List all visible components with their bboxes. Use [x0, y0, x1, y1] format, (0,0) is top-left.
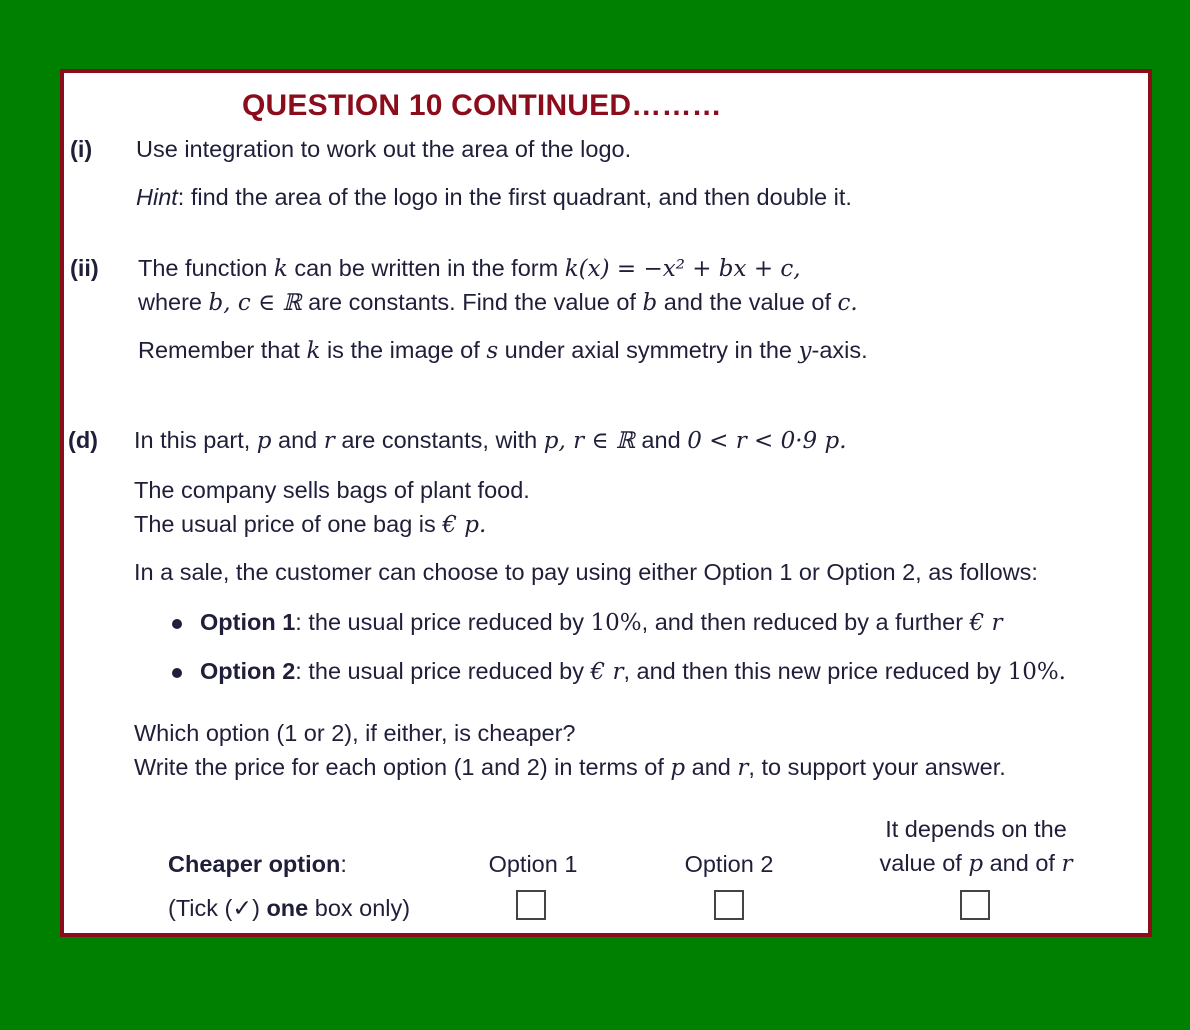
tick-instruction	[168, 895, 410, 922]
part-i-hint	[136, 184, 852, 211]
hint-text: : find the area of the logo in the first quadrant, and then double it.	[177, 184, 852, 210]
math-k: k	[273, 256, 288, 282]
hint-word: Hint	[136, 184, 178, 210]
option-1-checkbox[interactable]	[516, 890, 546, 920]
part-ii-line-2	[138, 289, 858, 316]
text: Write the price for each option (1 and 2) in terms of	[134, 754, 671, 780]
option-2-line	[200, 658, 1066, 685]
math-bc: b, c ∈ ℝ	[208, 290, 302, 316]
text: are constants. Find the value of	[301, 289, 643, 315]
math-price: € p.	[442, 512, 487, 538]
part-i-label: (i)	[70, 136, 93, 162]
text: Remember that	[138, 337, 307, 363]
math-r: € r	[969, 610, 1003, 636]
part-i-text: Use integration to work out the area of the logo.	[136, 136, 632, 162]
question-line-2	[134, 754, 1006, 781]
math-p: p	[968, 851, 984, 877]
option-2-checkbox[interactable]	[714, 890, 744, 920]
text: and	[271, 427, 324, 453]
text: , and then this new price reduced by	[623, 658, 1008, 684]
part-ii-label: (ii)	[70, 255, 99, 281]
math-k: k	[306, 338, 321, 364]
text: and	[685, 754, 738, 780]
text: and the value of	[657, 289, 838, 315]
column-option-1: Option 1	[488, 851, 578, 877]
text: is the image of	[320, 337, 487, 363]
text: -axis.	[811, 337, 868, 363]
math-pct: 10%.	[1007, 659, 1066, 685]
column-option-2: Option 2	[684, 851, 774, 877]
math-s: s	[486, 338, 499, 364]
column-depends-line-2	[860, 850, 1092, 877]
math-p: p	[670, 755, 686, 781]
part-ii-line-1	[138, 255, 801, 282]
text: can be written in the form	[287, 255, 565, 281]
math-r: r	[323, 428, 335, 454]
math-y: y	[798, 338, 812, 364]
text: The usual price of one bag is	[134, 511, 443, 537]
part-d-label: (d)	[68, 427, 99, 453]
text: are constants, with	[334, 427, 544, 453]
math-c: c.	[837, 290, 858, 316]
column-depends-line-1: It depends on the	[885, 816, 1067, 842]
math-function: k(x) = −x² + bx + c,	[564, 256, 801, 282]
text: In this part,	[134, 427, 257, 453]
bullet-icon	[172, 668, 182, 678]
part-ii-line-3	[138, 337, 868, 364]
text: (Tick (✓)	[168, 895, 267, 921]
option-1-label: Option 1	[200, 609, 296, 635]
text: : the usual price reduced by	[295, 658, 591, 684]
question-line-1: Which option (1 or 2), if either, is cheaper?	[134, 720, 576, 746]
text: :	[340, 851, 347, 877]
page-title: QUESTION 10 CONTINUED………	[242, 89, 722, 122]
math-r: r	[1061, 851, 1073, 877]
text: under axial symmetry in the	[498, 337, 799, 363]
math-pr: p, r ∈ ℝ	[543, 428, 635, 454]
part-d-line-3	[134, 511, 486, 538]
cheaper-option-label	[168, 851, 347, 878]
text: where	[138, 289, 209, 315]
bullet-icon	[172, 619, 182, 629]
text: , and then reduced by a further	[641, 609, 970, 635]
part-d-line-2: The company sells bags of plant food.	[134, 477, 530, 503]
part-d-line-4: In a sale, the customer can choose to pay using either Option 1 or Option 2, as follows:	[134, 559, 1038, 585]
math-b: b	[642, 290, 658, 316]
text: value of	[879, 850, 969, 876]
depends-checkbox[interactable]	[960, 890, 990, 920]
math-inequality: 0 < r < 0·9 p.	[687, 428, 847, 454]
part-d-line-1	[134, 427, 847, 454]
text: : the usual price reduced by	[295, 609, 591, 635]
text: box only)	[308, 895, 411, 921]
text: and	[634, 427, 688, 453]
text: and of	[983, 850, 1062, 876]
math-p: p	[256, 428, 272, 454]
math-pct: 10%	[590, 610, 642, 636]
question-panel	[60, 69, 1152, 937]
text: one	[266, 895, 309, 921]
text: Cheaper option	[168, 851, 341, 877]
math-r: r	[737, 755, 749, 781]
option-2-label: Option 2	[200, 658, 296, 684]
math-r: € r	[590, 659, 624, 685]
text: The function	[138, 255, 274, 281]
option-1-line	[200, 609, 1003, 636]
text: , to support your answer.	[748, 754, 1006, 780]
